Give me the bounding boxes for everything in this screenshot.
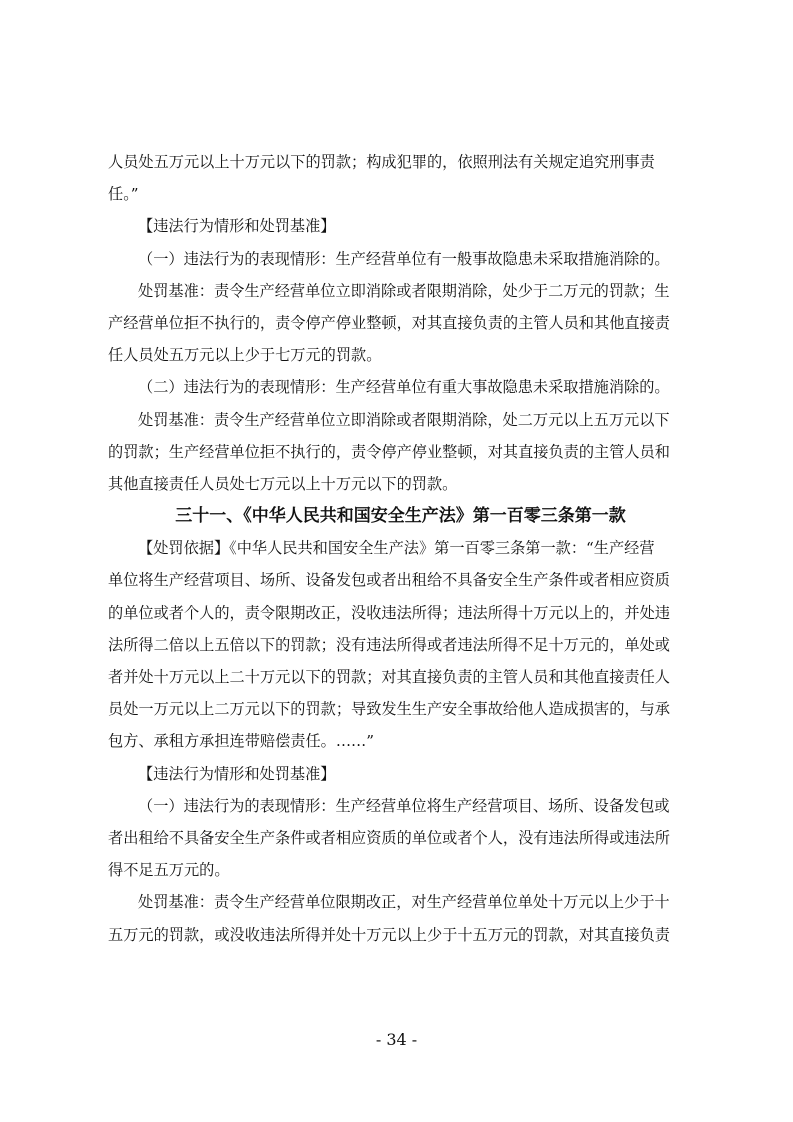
text-line: 【违法行为情形和处罚基准】 [138, 764, 336, 783]
text-line: 处罚基准：责令生产经营单位立即消除或者限期消除，处少于二万元的罚款；生 [138, 281, 670, 300]
section-heading: 三十一、《中华人民共和国安全生产法》第一百零三条第一款 [175, 506, 626, 527]
text-line: 产经营单位拒不执行的，责令停产停业整顿，对其直接负责的主管人员和其他直接责 [108, 313, 670, 332]
text-line: 得不足五万元的。 [108, 861, 230, 880]
text-line: 员处一万元以上二万元以下的罚款；导致发生生产安全事故给他人造成损害的，与承 [108, 700, 670, 719]
document-body [108, 146, 693, 951]
text-line: 者出租给不具备安全生产条件或者相应资质的单位或者个人，没有违法所得或违法所 [108, 828, 670, 847]
text-line: 【违法行为情形和处罚基准】 [138, 217, 336, 236]
text-line: （一）违法行为的表现情形：生产经营单位将生产经营项目、场所、设备发包或 [138, 796, 670, 815]
text-line: （二）违法行为的表现情形：生产经营单位有重大事故隐患未采取措施消除的。 [138, 378, 670, 397]
text-line: 任人员处五万元以上少于七万元的罚款。 [108, 346, 382, 365]
text-line: 其他直接责任人员处七万元以上十万元以下的罚款。 [108, 474, 458, 493]
page-number: - 34 - [375, 1030, 418, 1049]
text-line: 五万元的罚款，或没收违法所得并处十万元以上少于十五万元的罚款，对其直接负责 [108, 925, 670, 944]
text-line: 者并处十万元以上二十万元以下的罚款；对其直接负责的主管人员和其他直接责任人 [108, 668, 670, 686]
text-line: 处罚基准：责令生产经营单位限期改正，对生产经营单位单处十万元以上少于十 [138, 893, 670, 912]
text-line: 的罚款；生产经营单位拒不执行的，责令停产停业整顿，对其直接负责的主管人员和 [108, 442, 670, 461]
text-line: 人员处五万元以上十万元以下的罚款；构成犯罪的，依照刑法有关规定追究刑事责 [108, 153, 655, 171]
text-line: 单位将生产经营项目、场所、设备发包或者出租给不具备安全生产条件或者相应资质 [108, 571, 670, 590]
text-line: （一）违法行为的表现情形：生产经营单位有一般事故隐患未采取措施消除的。 [138, 249, 670, 268]
text-line: 包方、承租方承担连带赔偿责任。……” [108, 732, 374, 751]
text-line: 【处罚依据】《中华人民共和国安全生产法》第一百零三条第一款：“生产经营 [138, 539, 655, 558]
text-line: 的单位或者个人的，责令限期改正，没收违法所得；违法所得十万元以上的，并处违 [108, 603, 670, 622]
text-line: 法所得二倍以上五倍以下的罚款；没有违法所得或者违法所得不足十万元的，单处或 [108, 635, 670, 654]
text-line: 任。” [108, 185, 139, 204]
text-line: 处罚基准：责令生产经营单位立即消除或者限期消除，处二万元以上五万元以下 [138, 410, 670, 429]
